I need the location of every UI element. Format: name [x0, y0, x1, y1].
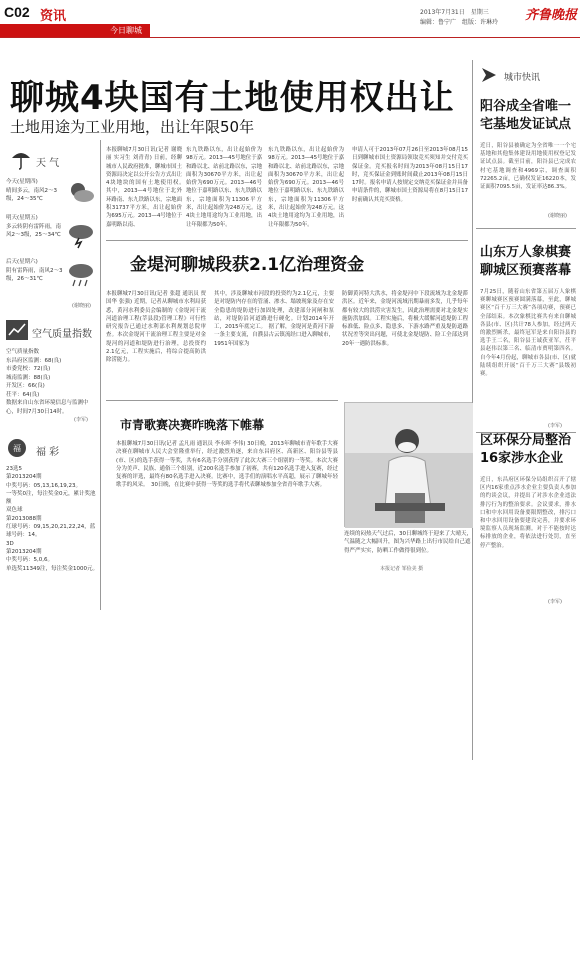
weather-header — [6, 148, 96, 170]
article-column: 东九铁路以东，出让起始价为98万元。2013—45号地位于嘉和路以北、站前北路以东，宗地面积为30670平方米，出让起始价为690万元。2013—46号地位于嘉明路以东、东九铁路以东，宗地面积为11306平方米，出让起始价为248万元。这4块土地用途均为工业用地，出让年限都为50年。 — [186, 147, 262, 228]
article-column: 东九铁路以东，出让起始价为98万元。2013—45号地位于嘉和路以北、站前北路以东，宗地面积为30670平方米，出让起始价为690万元。2013—46号地位于嘉明路以东、东九铁路以东，宗地面积为11306平方米，出让起始价为248万元。这4块土地用途均为工业用地，出让年限都为50年。 — [268, 147, 344, 228]
news-photo — [344, 402, 472, 527]
story-credit: (李军) — [548, 423, 562, 429]
article-body: 本报聊城7月30日讯(记者 孟凡雨 通讯员 李永晖 李伟) 30日晚，2013年聊城市青年歌手大赛决赛在聊城市人民大会堂隆重举行，经过激烈角逐，来自东昌府区、高新区、阳谷县等县(市、区)的选手获得一等奖，共有6名选手分别获得了此次大赛三个组别的一等奖。本次大赛分为美声、民族、通俗三个组别，近200名选手参加了初赛，共有120名选手进入复赛，经过复赛的评选，最终有80名选手进入决赛。比赛中，选手们的演唱水平高超，展示了聊城年轻歌手的风采。 30日晚，在比赛中获得一等奖的选手将代表聊城参加全省青年歌手大赛。 — [116, 441, 338, 489]
photo-caption: 连续的闷热天气过后，30日聊城终于迎来了大晴天，气温随之大幅回升，图为兴华路上出行市民给自己遮得严严实实，防晒工作做得很到位。 — [344, 531, 473, 554]
city-news-label: 城市快讯 — [504, 73, 541, 83]
cyclist-photo — [345, 403, 473, 528]
story-credit: (李军) — [548, 599, 562, 605]
story2-title: 金堤河聊城段获2.1亿治理资金 — [130, 255, 365, 275]
section-bar — [0, 24, 150, 37]
thunderstorm-icon — [66, 222, 96, 248]
sunny-cloudy-icon — [66, 180, 96, 204]
article-column: 本报聊城7月30日讯(记者 谢晓丽 实习生 刘青青) 日前，经聊城市人民政府批准，聊城市国土资源局决定以公开公告方式出让4块地块的国有土地使用权。 其中，2013—4号地位于北外环路南、东九铁路以东，宗地面积31737平方米，出让起始价为695万元。2013—4号地位于嘉明路以南、 — [106, 147, 188, 228]
story-body: 7月25日，随着山东省第五届万人象棋赛聊城赛区预赛圆满落幕，至此，聊城赛区“百千万三大赛”各项功赛，预赛已全部结束。本次象棋比赛共有来自聊城各县(市、区)共计78人参加，经过两天的激烈厮杀，最终冠军是来自阳谷县的选手王二名，阳谷县王诚获亚军，茌平县赵伟以第三名、临清市贾明第四名。自今年4月份起，聊城市各县(市、区)就陆续组织开展“百千万三大赛”县级初赛。 — [480, 289, 576, 378]
article-column: 防御黄河特大洪水，将金堤河中下段流域为北金堤滞洪区。近年来，金堤河流域汛期暴雨多发，几乎每年都有较大的洪涝灾害发生，因此治理需要对北金堤实施防洪加固。工程实施后，将极大缓解河道堤防工程标准低、险点多、隐患多、下游水路严重及堤防道路状况差等突出问题，可使北金堤堤防、险工全部达到20年一遇防洪标准。 — [342, 291, 468, 347]
weather-after: 后天(星期六) 阴有雷阵雨，南风2～3级，26～31℃ — [6, 259, 63, 282]
story-title: 阳谷成全省唯一宅基地发证试点 — [480, 99, 572, 132]
air-label: 空气质量指数 — [32, 329, 92, 340]
weather-label: 天 气 — [36, 158, 60, 169]
line-chart-icon — [6, 320, 28, 340]
photo-credit: 本报记者 邹俭美 摄 — [380, 566, 424, 572]
article-column: 其中，涉及聊城市河段的投资约为2.1亿元，主要是对堤防内存在的管涌、渗水、塌坡现象及存在安全隐患的堤防进行加固处理，改建部分河闸和泵站，对堤防沿河道路进行硬化。计划2014年开工，2015年底完工。 据了解，金堤河是黄河下游一条主要支流，自濮县古云镇流经口进入聊城市，1951年国家为 — [214, 291, 334, 347]
divider — [106, 240, 468, 241]
air-header — [6, 320, 100, 342]
main-headline: 聊城4块国有土地使用权出让 — [10, 78, 455, 118]
main-subheadline: 土地用途为工业用地，出让年限50年 — [10, 118, 255, 136]
column-divider — [100, 140, 101, 610]
lottery-label: 福 彩 — [36, 447, 60, 458]
editors-line: 编辑：鲁宁广 组版：许琳玲 — [420, 19, 499, 26]
air-body: 空气质量指数 东昌府区监测：68(良) 市委党校：72(良) 城南监测：88(良) 开发区：66(良) 茌平：64(良) 数据来自山东省环境信息与监测中心，时间7月30日14时。 — [6, 349, 89, 415]
weather-tomorrow: 明天(星期五) 多云转阴有雷阵雨，南风2～3级，25～34℃ — [6, 215, 62, 238]
weather-today: 今天(星期四) 晴间多云，南风2～3级，24～35℃ — [6, 179, 57, 202]
masthead: 齐鲁晚报 — [525, 8, 578, 23]
page-code: C02 — [4, 4, 30, 20]
weather-credit: (谢晓丽) — [72, 303, 91, 309]
lottery-logo-icon — [6, 438, 28, 458]
divider — [476, 228, 576, 229]
subsection-name: 今日聊城 — [110, 26, 142, 35]
story-body: 近日，阳谷县被确定为全省唯一一个宅基地和其他集体建设用地使用权登记发证试点县。截至目前，阳谷县已完成农村宅基地调查和4969宗，调查面积72265.2亩，已确权发证16220本，发证面积7095.5亩，发证率达86.3%。 — [480, 143, 576, 191]
divider — [106, 400, 338, 401]
air-credit: (李军) — [74, 417, 88, 423]
rain-icon — [66, 262, 96, 288]
story3-title: 市青歌赛决赛昨晚落下帷幕 — [120, 418, 265, 432]
section-name: 资讯 — [40, 9, 67, 24]
story-body: 近日，东昌府区环保分局组织召开了辖区内16家重点涉水企业主要负责人参加的约谈会议，并提出了对涉水企业违法排污行为的整治要求。会议要求，排水口和中水回用设备要限期整改，排污口和中水回用设备要建设完善，并要求环境监察人员现场监测。对于不能按时达标排放的企业，将依法进行处罚，直至停产整治。 — [480, 477, 576, 549]
svg-text:福: 福 — [13, 444, 21, 453]
arrow-icon — [480, 66, 498, 84]
story-credit: (谢晓丽) — [548, 213, 567, 219]
page-header — [0, 0, 580, 38]
article-column: 本报聊城7月30日讯(记者 张超 通讯员 贾国华 张强) 近期，记者从聊城市水利局获悉，黄河水利委员会编制的《金堤河干流河道治理工程(莘县段)管理工程》可行性研究报告已通过水利部水利规划总院审查。本次金堤河干流治理工程主要是对金堤河的河道和堤防进行治理，总投资约2.1亿元，工程实施后，将综合提高防洪除涝能力。 — [106, 291, 206, 364]
umbrella-icon — [10, 148, 32, 170]
story-title: 区环保分局整治16家涉水企业 — [480, 433, 572, 466]
lottery-body: 23选5 第2013204期 中奖号码：05,13,16,19,23。 一等奖0注，每注奖金0元，累计奖池额 双色球 第2013088期 红球号码：09,15,20,21,22,24，蓝球号码：14。 3D 第2013204期 中奖号码：5,0,6。 单选奖11349注，每注奖金1000元。 — [6, 466, 98, 572]
article-column: 申请人可于2013年07月26日至2013年08月15日到聊城市国土资源局领取竞买须知并交付竞买保证金。竞买报名时间为2013年08月15日17时，竞买保证金到账时间截止2013年08月15日17时。报名申请人按规定交纳竞买保证金并具备申请条件的，聊城市国土资源局将在8月15日17时前确认其竞买资格。 — [352, 147, 468, 203]
story-title: 山东万人象棋赛聊城区预赛落幕 — [480, 245, 572, 278]
lottery-header — [6, 438, 100, 460]
city-news-header — [476, 66, 576, 86]
date-line: 2013年7月31日 星期三 — [420, 9, 489, 16]
